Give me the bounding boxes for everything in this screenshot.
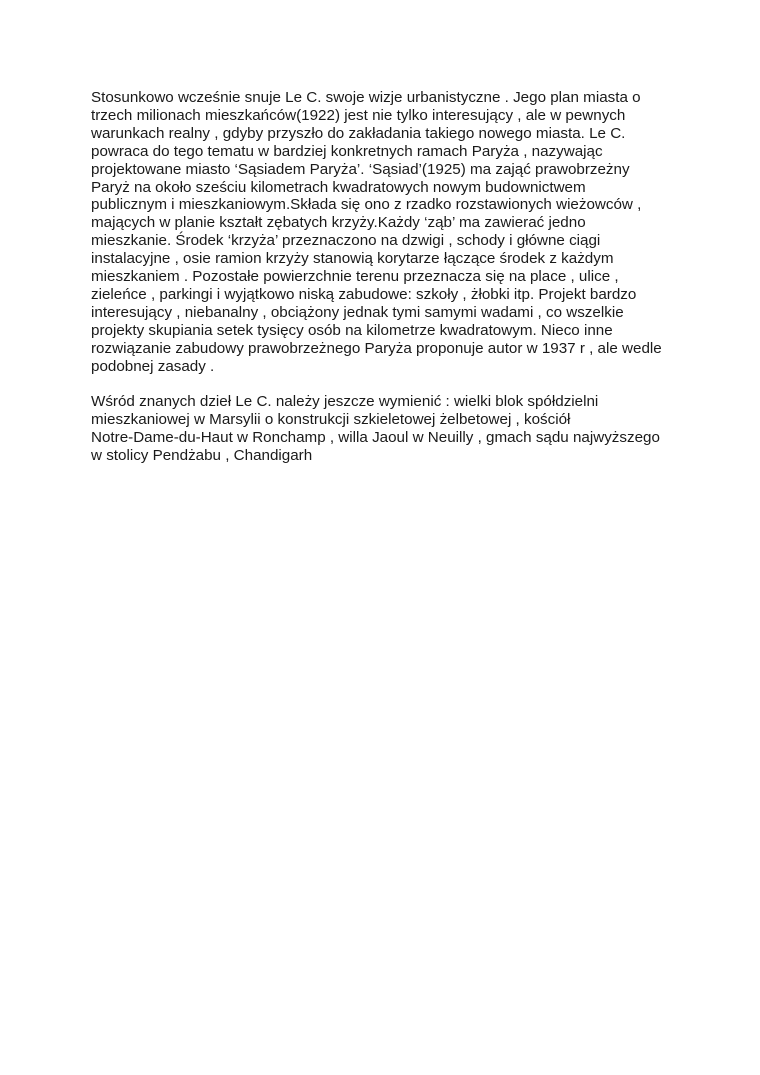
text-line: trzech milionach mieszkańców(1922) jest nie tylko interesujący , ale w pewnych xyxy=(91,106,626,124)
text-line: interesujący , niebanalny , obciążony jednak tymi samymi wadami , co wszelkie xyxy=(91,303,624,321)
text-line: podobnej zasady . xyxy=(91,357,215,375)
text-line: mieszkaniowej w Marsylii o konstrukcji szkieletowej żelbetowej , kościół xyxy=(91,411,571,429)
text-line: instalacyjne , osie ramion krzyży stanowią korytarze łączące środek z każdym xyxy=(91,250,614,268)
text-line: Stosunkowo wcześnie snuje Le C. swoje wizje urbanistyczne . Jego plan miasta o xyxy=(91,89,641,106)
text-line: Paryż na około sześciu kilometrach kwadratowych nowym budownictwem xyxy=(91,178,586,196)
paragraph-2 xyxy=(91,393,681,465)
document-body xyxy=(91,89,681,465)
text-line: zieleńce , parkingi i wyjątkowo niską zabudowe: szkoły , żłobki itp. Projekt bardzo xyxy=(91,285,637,303)
text-line: projektowane miasto ‘Sąsiadem Paryża’. ‘Sąsiad’(1925) ma zająć prawobrzeżny xyxy=(91,160,630,178)
text-line: mających w planie kształt zębatych krzyży.Każdy ‘ząb’ ma zawierać jedno xyxy=(91,214,586,232)
text-line: mieszkaniem . Pozostałe powierzchnie terenu przeznacza się na place , ulice , xyxy=(91,268,619,286)
text-line: powraca do tego tematu w bardziej konkretnych ramach Paryża , nazywając xyxy=(91,142,603,160)
text-line: Notre-Dame-du-Haut w Ronchamp , willa Jaoul w Neuilly , gmach sądu najwyższego xyxy=(91,429,660,447)
text-line: warunkach realny , gdyby przyszło do zakładania takiego nowego miasta. Le C. xyxy=(91,124,626,142)
text-line: Wśród znanych dzieł Le C. należy jeszcze wymienić : wielki blok spółdzielni xyxy=(91,393,599,411)
text-line: rozwiązanie zabudowy prawobrzeżnego Paryża proponuje autor w 1937 r , ale wedle xyxy=(91,339,662,357)
text-line: publicznym i mieszkaniowym.Składa się ono z rzadko rozstawionych wieżowców , xyxy=(91,196,642,214)
text-line: projekty skupiania setek tysięcy osób na kilometrze kwadratowym. Nieco inne xyxy=(91,321,613,339)
paragraph-1 xyxy=(91,89,681,376)
text-line: w stolicy Pendżabu , Chandigarh xyxy=(91,447,313,465)
paragraph-spacer xyxy=(91,376,681,394)
text-line: mieszkanie. Środek ‘krzyża’ przeznaczono na dzwigi , schody i główne ciągi xyxy=(91,232,601,250)
